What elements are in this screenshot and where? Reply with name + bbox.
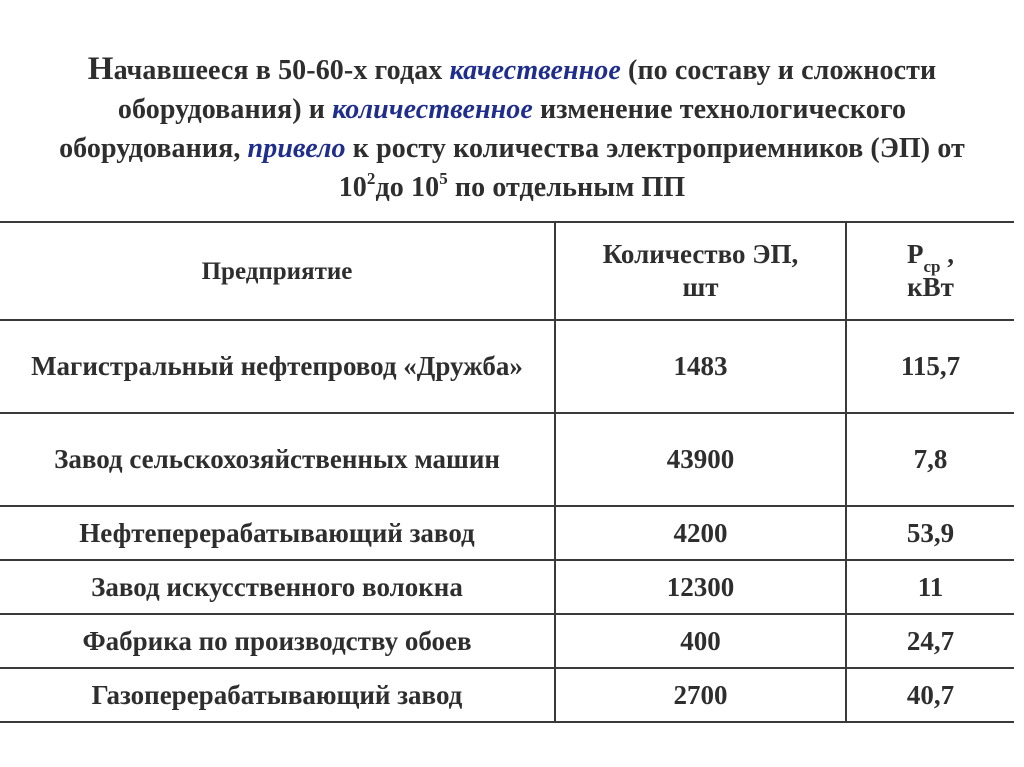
header-enterprise: Предприятие bbox=[0, 222, 555, 320]
table-row bbox=[0, 560, 1014, 614]
title-keyword-quantitative: количественное bbox=[332, 94, 533, 125]
title-exponent: 2 bbox=[366, 168, 376, 188]
table-row bbox=[0, 506, 1014, 560]
title-text-part: по отдельным ПП bbox=[447, 172, 686, 203]
enterprise-name: Фабрика по производству обоев bbox=[0, 614, 555, 668]
enterprise-name: Газоперерабатывающий завод bbox=[0, 668, 555, 722]
title-text-part: до 10 bbox=[375, 172, 440, 203]
title-initial-letter: Н bbox=[87, 51, 114, 87]
table-row bbox=[0, 614, 1014, 668]
ep-count: 1483 bbox=[555, 320, 846, 413]
enterprise-table bbox=[0, 221, 1014, 723]
table-row bbox=[0, 413, 1014, 506]
table-row bbox=[0, 668, 1014, 722]
avg-power: 7,8 bbox=[846, 413, 1014, 506]
header-power-unit: кВт bbox=[907, 272, 954, 302]
title-text-part: (по составу и сложности оборудования) и bbox=[117, 55, 937, 125]
title-exponent: 5 bbox=[439, 168, 448, 188]
avg-power: 53,9 bbox=[846, 506, 1014, 560]
enterprise-name: Завод искусственного волокна bbox=[0, 560, 555, 614]
header-count-line1: Количество ЭП, bbox=[602, 239, 799, 269]
title-text-part: изменение технологического оборудования, bbox=[59, 94, 907, 164]
title-text-part: к росту количества электроприемников (ЭП) от 10 bbox=[338, 133, 965, 203]
header-count-line2: шт bbox=[682, 272, 719, 302]
ep-count: 43900 bbox=[555, 413, 846, 506]
ep-count: 400 bbox=[555, 614, 846, 668]
title-text-part: ачавшееся в 50-60-х годах bbox=[113, 55, 450, 86]
title-keyword-qualitative: качественное bbox=[449, 55, 621, 86]
enterprise-name: Магистральный нефтепровод «Дружба» bbox=[0, 320, 555, 413]
header-power bbox=[846, 222, 1014, 320]
ep-count: 2700 bbox=[555, 668, 846, 722]
ep-count: 12300 bbox=[555, 560, 846, 614]
avg-power: 11 bbox=[846, 560, 1014, 614]
table-header-row bbox=[0, 222, 1014, 320]
avg-power: 24,7 bbox=[846, 614, 1014, 668]
ep-count: 4200 bbox=[555, 506, 846, 560]
enterprise-name: Завод сельскохозяйственных машин bbox=[0, 413, 555, 506]
title-keyword-led: привело bbox=[247, 133, 346, 164]
avg-power: 115,7 bbox=[846, 320, 1014, 413]
slide-title bbox=[30, 50, 994, 207]
table-row bbox=[0, 320, 1014, 413]
header-power-subscript: ср bbox=[923, 257, 941, 277]
avg-power: 40,7 bbox=[846, 668, 1014, 722]
enterprise-name: Нефтеперерабатывающий завод bbox=[0, 506, 555, 560]
header-count bbox=[555, 222, 846, 320]
header-power-suffix: , bbox=[940, 239, 954, 269]
header-power-symbol: Р bbox=[907, 239, 924, 269]
